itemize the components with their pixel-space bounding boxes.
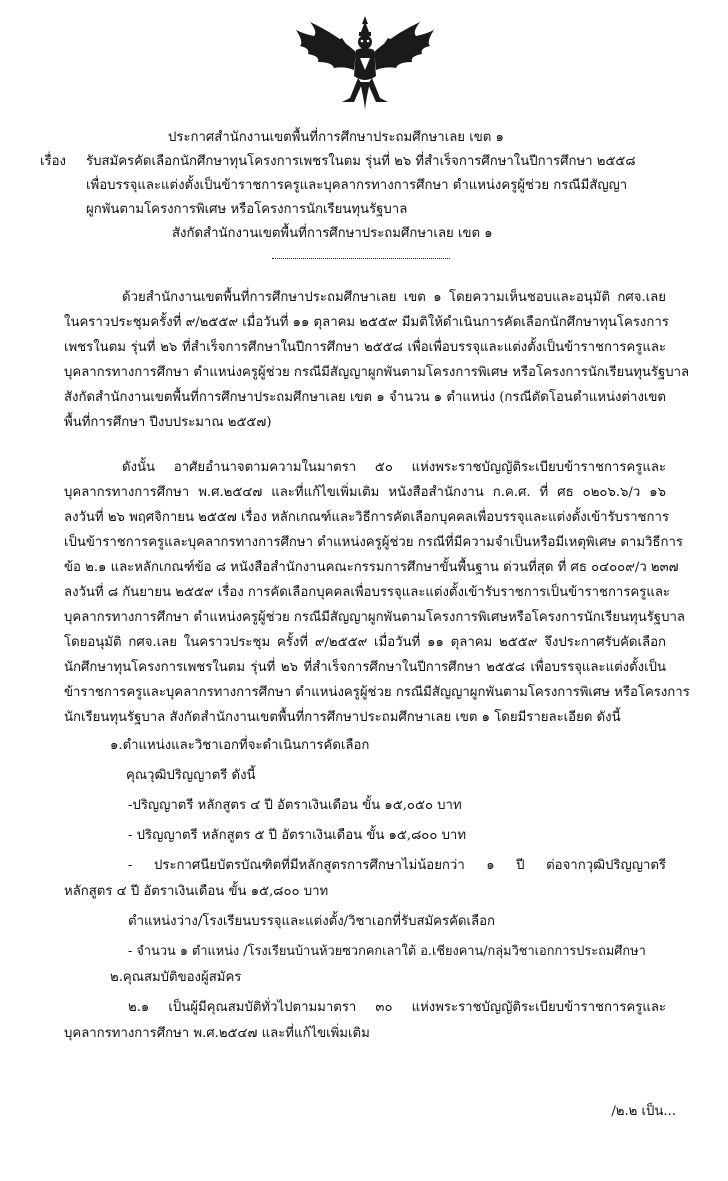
section2-item-line-2: บุคลากรทางการศึกษา พ.ศ.๒๕๔๗ และที่แก้ไขเพิ่มเติม [64,1026,370,1041]
qualification-item-1: -ปริญญาตรี หลักสูตร ๔ ปี อัตราเงินเดือน ขั้น ๑๕,๐๕๐ บาท [128,798,462,813]
paragraph1-line-6: พื้นที่การศึกษา ปีงบประมาณ ๒๕๕๗) [64,415,272,430]
paragraph1-line-2: ในคราวประชุมครั้งที่ ๙/๒๕๕๙ เมื่อวันที่ ๑๑ ตุลาคม ๒๕๕๙ มีมติให้ดำเนินการคัดเลือกนักศึกษาทุนโครงการ [64,315,669,330]
paragraph2-line-10: ข้าราชการครูและบุคลากรทางการศึกษา ตำแหน่งครูผู้ช่วย กรณีมีสัญญาผูกพันตามโครงการพิเศษ หรือโครงการ [64,685,690,700]
paragraph2-line-3: ลงวันที่ ๒๖ พฤศจิกายน ๒๕๕๗ เรื่อง หลักเกณฑ์และวิธีการคัดเลือกบุคคลเพื่อบรรจุและแต่งตั้งเข้ารับราชการ [64,510,669,525]
paragraph2-line-2: บุคลากรทางการศึกษา พ.ศ.๒๕๔๗ และที่แก้ไขเพิ่มเติม หนังสือสำนักงาน ก.ค.ศ. ที่ ศธ ๐๒๐๖.๖/ว ๑๖ [64,485,666,500]
qualification-item-3-line-2: หลักสูตร ๔ ปี อัตราเงินเดือน ขั้น ๑๕,๘๐๐ บาท [64,884,329,899]
qualification-item-2: - ปริญญาตรี หลักสูตร ๕ ปี อัตราเงินเดือน ขั้น ๑๕,๘๐๐ บาท [128,828,467,843]
paragraph1-line-3: เพชรในตม รุ่นที่ ๒๖ ที่สำเร็จการศึกษาในปีการศึกษา ๒๕๕๘ เพื่อเพื่อบรรจุและแต่งตั้งเป็นข้าราชการครูและ [64,340,666,355]
qualification-heading: คุณวุฒิปริญญาตรี ดังนี้ [126,768,256,783]
garuda-emblem-icon [288,14,442,114]
paragraph1-line-4: บุคลากรทางการศึกษา ตำแหน่งครูผู้ช่วย กรณีมีสัญญาผูกพันตามโครงการพิเศษ หรือโครงการนักเรียนทุนรัฐบาล [64,365,690,380]
section2-heading: ๒.คุณสมบัติของผู้สมัคร [110,970,242,985]
dotted-divider [272,258,450,259]
continued-marker: /๒.๒ เป็น... [611,1104,676,1119]
section1-heading: ๑.ตำแหน่งและวิชาเอกที่จะดำเนินการคัดเลือก [110,738,370,753]
vacancy-item: - จำนวน ๑ ตำแหน่ง /โรงเรียนบ้านห้วยซวกคกเลาใต้ อ.เชียงคาน/กลุ่มวิชาเอกการประถมศึกษา [128,944,646,959]
vacancy-heading: ตำแหน่งว่าง/โรงเรียนบรรจุและแต่งตั้ง/วิชาเอกที่รับสมัครคัดเลือก [128,914,495,929]
document-title: ประกาศสำนักงานเขตพื้นที่การศึกษาประถมศึกษาเลย เขต ๑ [168,130,504,145]
section2-item-line-1: ๒.๑ เป็นผู้มีคุณสมบัติทั่วไปตามมาตรา ๓๐ แห่งพระราชบัญญัติระเบียบข้าราชการครูและ [128,1000,666,1015]
paragraph1-line-5: สังกัดสำนักงานเขตพื้นที่การศึกษาประถมศึกษาเลย เขต ๑ จำนวน ๑ ตำแหน่ง (กรณีตัดโอนตำแหน่งต่างเขต [64,390,666,405]
subject-label: เรื่อง [40,154,66,169]
subject-line-1: รับสมัครคัดเลือกนักศึกษาทุนโครงการเพชรในตม รุ่นที่ ๒๖ ที่สำเร็จการศึกษาในปีการศึกษา ๒๕๕๘ [86,154,636,169]
paragraph2-line-4: เป็นข้าราชการครูและบุคลากรทางการศึกษา ตำแหน่งครูผู้ช่วย กรณีที่มีความจำเป็นหรือมีเหตุพิเศษ ตามวิธีการ [64,535,683,550]
paragraph2-line-5: ข้อ ๒.๑ และหลักเกณฑ์ข้อ ๘ หนังสือสำนักงานคณะกรรมการศึกษาขั้นพื้นฐาน ด่วนที่สุด ที่ ศธ ๐๔๐๐๙/ว ๒๓๗ [64,560,679,575]
paragraph2-line-7: บุคลากรทางการศึกษา ตำแหน่งครูผู้ช่วย กรณีมีสัญญาผูกพันตามโครงการพิเศษหรือโครงการนักเรียนทุนรัฐบาล [64,610,685,625]
subject-line-3: ผูกพันตามโครงการพิเศษ หรือโครงการนักเรียนทุนรัฐบาล [86,202,408,217]
paragraph2-line-6: ลงวันที่ ๘ กันยายน ๒๕๕๙ เรื่อง การคัดเลือกบุคคลเพื่อบรรจุและแต่งตั้งเข้ารับราชการเป็นข้าราชการครูและ [64,585,670,600]
qualification-item-3-line-1: - ประกาศนียบัตรบัณฑิตที่มีหลักสูตรการศึกษาไม่น้อยกว่า ๑ ปี ต่อจากวุฒิปริญญาตรี [128,858,666,873]
subject-line-2: เพื่อบรรจุและแต่งตั้งเป็นข้าราชการครูและบุคลากรทางการศึกษา ตำแหน่งครูผู้ช่วย กรณีมีสัญญา [86,178,628,193]
paragraph2-line-8: โดยอนุมัติ กศจ.เลย ในคราวประชุม ครั้งที่ ๙/๒๕๕๙ เมื่อวันที่ ๑๑ ตุลาคม ๒๕๕๙ จึงประกาศรับคัดเลือก [64,635,666,650]
paragraph2-line-1: ดังนั้น อาศัยอำนาจตามความในมาตรา ๕๐ แห่งพระราชบัญญัติระเบียบข้าราชการครูและ [122,460,666,475]
subject-line-4: สังกัดสำนักงานเขตพื้นที่การศึกษาประถมศึกษาเลย เขต ๑ [172,226,493,241]
paragraph2-line-9: นักศึกษาทุนโครงการเพชรในตม รุ่นที่ ๒๖ ที่สำเร็จการศึกษาในปีการศึกษา ๒๕๕๘ เพื่อบรรจุและแต่งตั้งเป็น [64,660,666,675]
paragraph1-line-1: ด้วยสำนักงานเขตพื้นที่การศึกษาประถมศึกษาเลย เขต ๑ โดยความเห็นชอบและอนุมัติ กศจ.เลย [122,290,666,305]
paragraph2-line-11: นักเรียนทุนรัฐบาล สังกัดสำนักงานเขตพื้นที่การศึกษาประถมศึกษาเลย เขต ๑ โดยมีรายละเอียด ดังนี้ [64,710,621,725]
